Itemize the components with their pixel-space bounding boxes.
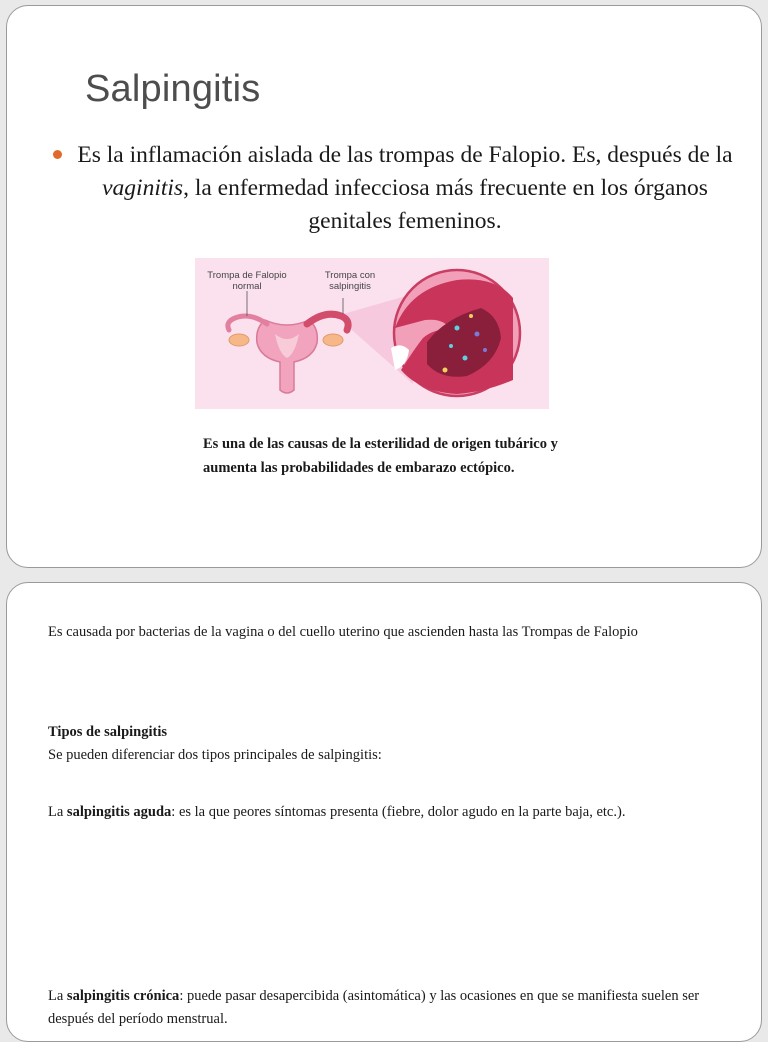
chronic-prefix: La xyxy=(48,988,67,1004)
types-heading: Tipos de salpingitis xyxy=(48,724,168,740)
label-inflamed-line2: salpingitis xyxy=(329,281,371,292)
bullet-text-italic: vaginitis xyxy=(102,175,184,201)
types-intro: Se pueden diferenciar dos tipos principales de salpingitis: xyxy=(48,747,382,763)
figure-caption: Es una de las causas de la esterilidad de origen tubárico y aumenta las probabilidades de embarazo ectópico. xyxy=(203,436,558,476)
label-normal-line1: Trompa de Falopio xyxy=(207,270,287,281)
slide-1 xyxy=(6,5,762,568)
slide-title: Salpingitis xyxy=(85,68,261,110)
salpingitis-illustration xyxy=(195,258,549,409)
bullet-paragraph xyxy=(69,139,741,238)
magnified-tube-icon xyxy=(391,270,520,396)
acute-prefix: La xyxy=(48,804,67,820)
acute-paragraph xyxy=(48,801,728,824)
label-normal-line2: normal xyxy=(232,281,262,292)
bullet-text-part2: , la enfermedad infecciosa más frecuente en los órganos genitales femeninos. xyxy=(183,175,708,234)
intro-paragraph: Es causada por bacterias de la vagina o del cuello uterino que ascienden hasta las Trompas de Falopio xyxy=(48,624,638,640)
acute-text: : es la que peores síntomas presenta (fiebre, dolor agudo en la parte baja, etc.). xyxy=(171,804,626,820)
chronic-term: salpingitis crónica xyxy=(66,988,180,1004)
chronic-text: : puede pasar desapercibida (asintomática) y las ocasiones en que se manifiesta suelen ser después del período menstrual. xyxy=(48,988,700,1027)
bullet-text-part1: Es la inflamación aislada de las trompas de Falopio. Es, después de la xyxy=(77,142,733,168)
chronic-paragraph xyxy=(48,985,728,1031)
acute-term: salpingitis aguda xyxy=(66,804,172,820)
bullet-dot-icon xyxy=(53,150,62,159)
slide-2 xyxy=(6,582,762,1042)
label-inflamed-line1: Trompa con xyxy=(324,270,376,281)
